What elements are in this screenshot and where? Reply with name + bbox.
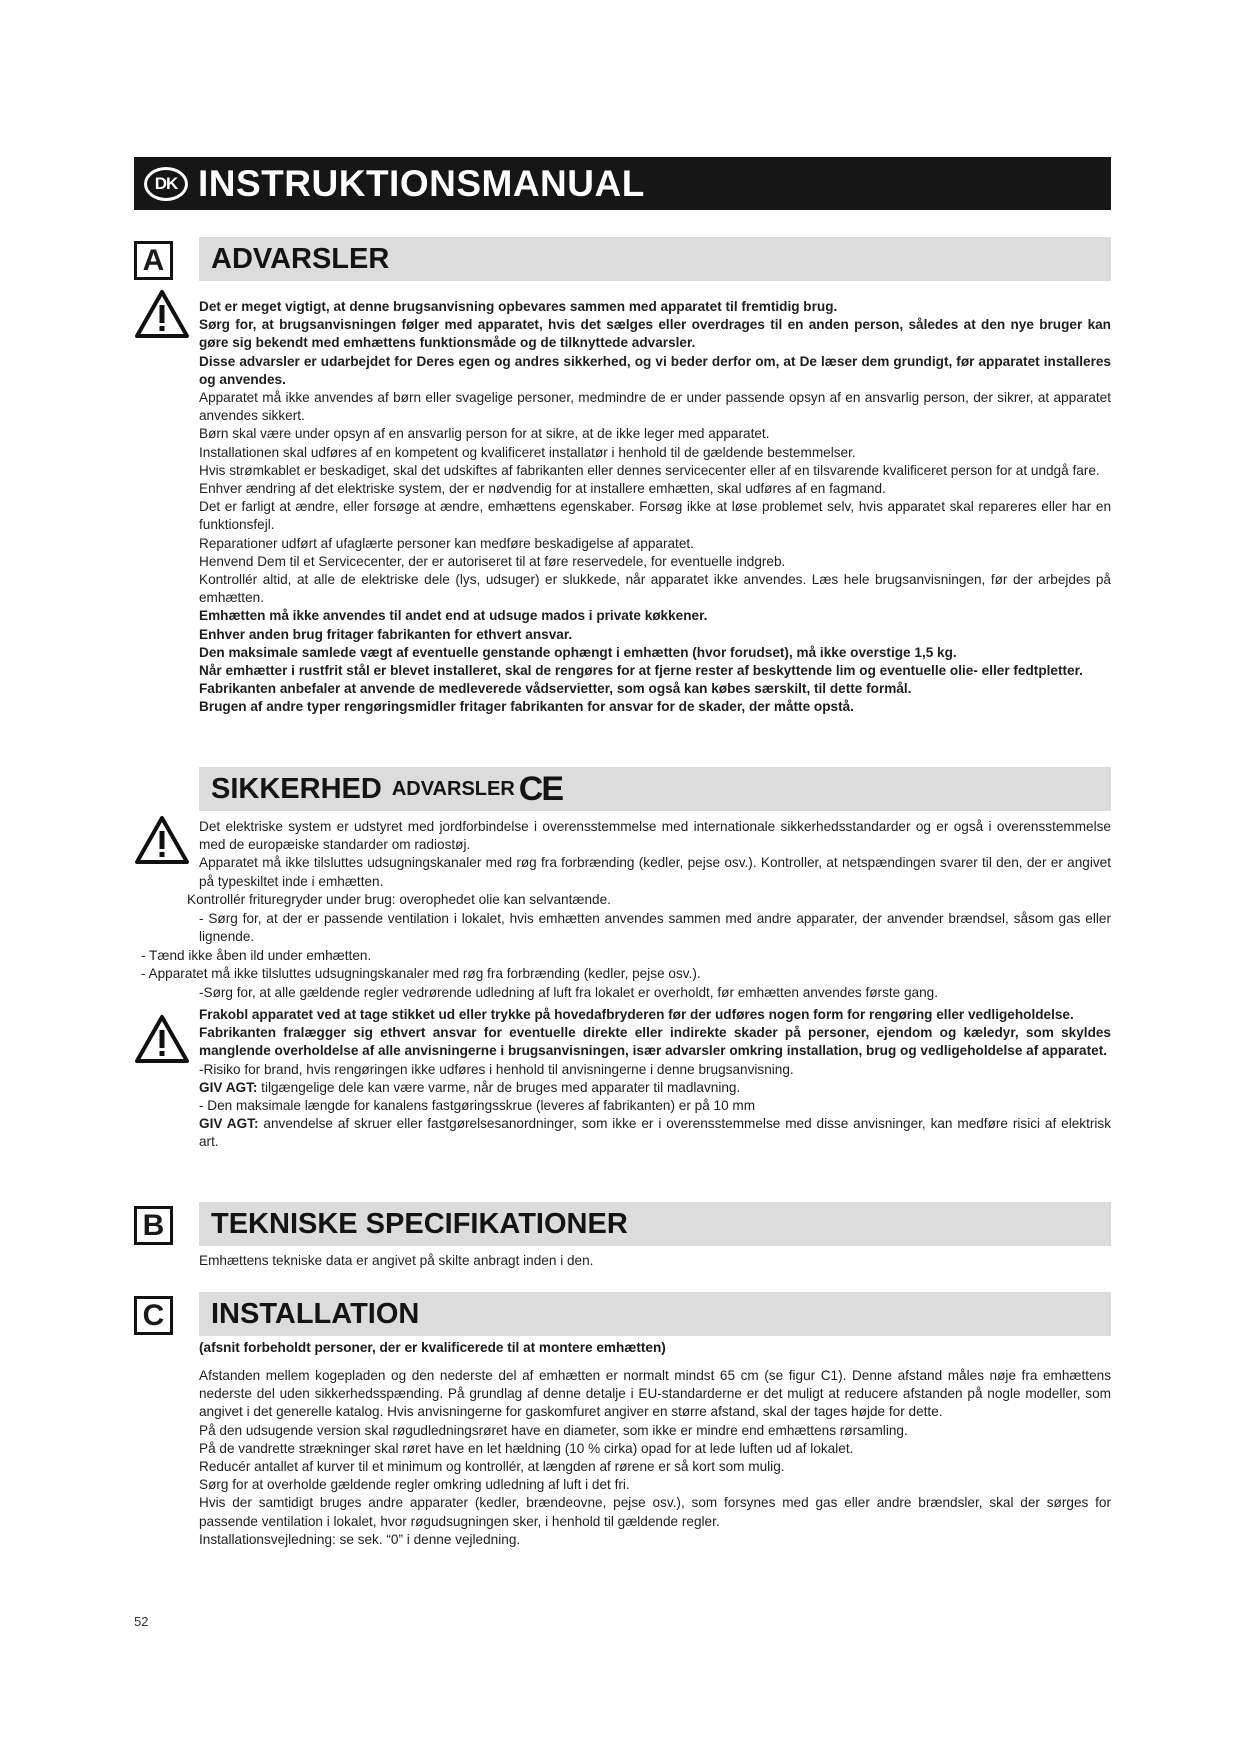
section-letter-b: B bbox=[134, 1206, 173, 1245]
fire-risk-line: -Risiko for brand, hvis rengøringen ikke udføres i henhold til anvisningerne i denne brugsanvisning. bbox=[199, 1061, 794, 1077]
installation-text bbox=[199, 1367, 1111, 1549]
section-title: INSTALLATION bbox=[211, 1297, 420, 1330]
installation-line: Reducér antallet af kurver til et minimum og kontrollér, at længden af rørene er så kort som mulig. bbox=[199, 1459, 785, 1475]
warning-item: Brugen af andre typer rengøringsmidler fritager fabrikanten for ansvar for de skader, der måtte opstå. bbox=[199, 699, 854, 715]
installation-line: På den udsugende version skal røgudledningsrøret have en diameter, som ikke er mindre end emhættens rørsamling. bbox=[199, 1422, 908, 1438]
warnings-list bbox=[199, 298, 1111, 717]
page-title: INSTRUKTIONSMANUAL bbox=[198, 162, 645, 204]
installation-subheading: (afsnit forbeholdt personer, der er kvalificerede til at montere emhætten) bbox=[199, 1340, 666, 1355]
liability-warning: Fabrikanten fralægger sig ethvert ansvar for eventuelle direkte eller indirekte skader på personer, ejendom og kæledyr, som skyldes manglende overholdelse af alle anvisningerne i brugsanvisningen, især advarsler omkring installation, brug og vedligeholdelse af apparatet. bbox=[199, 1025, 1111, 1059]
screw-length-line: - Den maksimale længde for kanalens fastgøringsskrue (leveres af fabrikanten) er på 10 mm bbox=[199, 1098, 756, 1114]
section-heading-specs bbox=[199, 1202, 1111, 1246]
warning-triangle-icon bbox=[134, 1013, 190, 1065]
ducts-line: - Apparatet må ikke tilsluttes udsugningskanaler med røg fra forbrænding (kedler, pejse osv.). bbox=[141, 966, 701, 981]
installation-line: På de vandrette strækninger skal røret have en let hældning (10 % cirka) opad for at lede luften ud af lokalet. bbox=[199, 1440, 854, 1456]
section-heading-warnings bbox=[199, 237, 1111, 281]
safety-subtitle: ADVARSLER bbox=[391, 777, 515, 800]
safety-line: Apparatet må ikke tilsluttes udsugningskanaler med røg fra forbrænding (kedler, pejse osv.). Kontroller, at netspændingen svarer til den, der er angivet på typeskiltet inde i emhætten. bbox=[199, 855, 1111, 889]
section-heading-installation bbox=[199, 1292, 1111, 1336]
installation-line: Hvis der samtidigt bruges andre apparater (kedler, brændeovne, pejse osv.), som forsynes med gas eller andre brændsler, skal der sørges for passende ventilation i lokalet, hvor røgudsugningen sker, i henhold til gældende regler. bbox=[199, 1495, 1111, 1529]
section-letter-c: C bbox=[134, 1296, 173, 1335]
safety-title: SIKKERHED bbox=[211, 772, 382, 805]
installation-line: Installationsvejledning: se sek. “0” i denne vejledning. bbox=[199, 1531, 521, 1547]
ce-mark-icon: CE bbox=[518, 769, 563, 808]
warning-item: Disse advarsler er udarbejdet for Deres egen og andres sikkerhed, og vi beder derfor om, at De læser dem grundigt, før apparatet installeres og anvendes. bbox=[199, 353, 1111, 387]
safety-text-2 bbox=[199, 1006, 1111, 1152]
safety-line: Det elektriske system er udstyret med jordforbindelse i overensstemmelse med internationale sikkerhedsstandarder og er også i overensstemmelse med de europæiske standarder om radiostøj. bbox=[199, 819, 1111, 853]
section-letter-a: A bbox=[134, 241, 173, 280]
warning-item: Apparatet må ikke anvendes af børn eller svagelige personer, medmindre de er under passende opsyn af en ansvarlig person, der sikrer, at apparatet anvendes sikkert. bbox=[199, 390, 1111, 424]
section-title: TEKNISKE SPECIFIKATIONER bbox=[211, 1207, 628, 1240]
giv-agt-1: GIV AGT: tilgængelige dele kan være varme, når de bruges med apparater til madlavning. bbox=[199, 1079, 741, 1095]
fryer-line: Kontrollér frituregryder under brug: overophedet olie kan selvantænde. bbox=[187, 892, 611, 907]
warning-item: Når emhætter i rustfrit stål er blevet installeret, skal de rengøres for at fjerne rester af beskyttende lim og eventuelle olie- eller fedtpletter. bbox=[199, 663, 1083, 679]
page-number: 52 bbox=[134, 1614, 149, 1629]
warning-item: Den maksimale samlede vægt af eventuelle genstande ophængt i emhætten (hvor forudset), må ikke overstige 1,5 kg. bbox=[199, 644, 957, 660]
warning-item: Emhætten må ikke anvendes til andet end at udsuge mados i private køkkener. bbox=[199, 608, 708, 624]
warning-item: Kontrollér altid, at alle de elektriske dele (lys, udsuger) er slukkede, når apparatet ikke anvendes. Læs hele brugsanvisningen, før der arbejdes på emhætten. bbox=[199, 572, 1111, 606]
disconnect-warning: Frakobl apparatet ved at tage stikket ud eller trykke på hovedafbryderen før der udføres nogen form for rengøring eller vedligeholdelse. bbox=[199, 1007, 1074, 1022]
warning-item: Reparationer udført af ufaglærte personer kan medføre beskadigelse af apparatet. bbox=[199, 535, 694, 551]
section-heading-safety bbox=[199, 767, 1111, 811]
warning-item: Børn skal være under opsyn af en ansvarlig person for at sikre, at de ikke leger med apparatet. bbox=[199, 426, 770, 442]
air-rules-line: -Sørg for, at alle gældende regler vedrørende udledning af luft fra lokalet er overholdt, før emhætten anvendes første gang. bbox=[199, 985, 938, 1000]
manual-title-banner bbox=[134, 157, 1111, 210]
open-fire-line: - Tænd ikke åben ild under emhætten. bbox=[141, 948, 372, 963]
warning-triangle-icon bbox=[134, 814, 190, 866]
warning-triangle-icon bbox=[134, 288, 190, 340]
safety-text-1 bbox=[199, 818, 1111, 891]
warning-item: Installationen skal udføres af en kompetent og kvalificeret installatør i henhold til de gældende bestemmelser. bbox=[199, 444, 856, 460]
ventilation-line: - Sørg for, at der er passende ventilation i lokalet, hvis emhætten anvendes sammen med andre apparater, der anvender brændsel, såsom gas eller lignende. bbox=[199, 911, 1111, 945]
warning-item: Henvend Dem til et Servicecenter, der er autoriseret til at føre reservedele, for eventuelle indgreb. bbox=[199, 553, 786, 569]
warning-item: Enhver anden brug fritager fabrikanten for ethvert ansvar. bbox=[199, 626, 573, 642]
warning-item: Sørg for, at brugsanvisningen følger med apparatet, hvis det sælges eller overdrages til en anden person, således at den nye bruger kan gøre sig bekendt med emhættens funktionsmåde og de tilknyttede advarsler. bbox=[199, 317, 1111, 351]
installation-paragraph: Afstanden mellem kogepladen og den nederste del af emhætten er normalt mindst 65 cm (se figur C1). Denne afstand måles nøje fra emhættens nederste del uden sikkerhedsspænding. På grundlag af denne detalje i EU-standarderne er det muligt at reducere afstanden på nogle modeller, som angivet i det generelle katalog. Hvis anvisningerne for gaskomfuret angiver en større afstand, skal der tages højde for dette. bbox=[199, 1368, 1111, 1420]
giv-agt-2: GIV AGT: anvendelse af skruer eller fastgørelsesanordninger, som ikke er i overensstemmelse med disse anvisninger, kan medføre risici af elektrisk art. bbox=[199, 1116, 1111, 1150]
specs-text: Emhættens tekniske data er angivet på skilte anbragt inden i den. bbox=[199, 1253, 594, 1268]
installation-line: Sørg for at overholde gældende regler omkring udledning af luft i det fri. bbox=[199, 1477, 630, 1493]
warning-item: Enhver ændring af det elektriske system, der er nødvendig for at installere emhætten, skal udføres af en fagmand. bbox=[199, 481, 886, 497]
section-title: ADVARSLER bbox=[211, 242, 390, 275]
warning-item: Det er meget vigtigt, at denne brugsanvisning opbevares sammen med apparatet til fremtidig brug. bbox=[199, 299, 838, 314]
country-badge-dk: DK bbox=[144, 167, 188, 201]
warning-item: Fabrikanten anbefaler at anvende de medleverede vådservietter, som også kan købes særskilt, til dette formål. bbox=[199, 681, 912, 697]
warning-item: Hvis strømkablet er beskadiget, skal det udskiftes af fabrikanten eller dennes servicecenter eller af en tilsvarende kvalificeret person for at undgå fare. bbox=[199, 462, 1100, 478]
warning-item: Det er farligt at ændre, eller forsøge at ændre, emhættens egenskaber. Forsøg ikke at løse problemet selv, hvis apparatet skal repareres eller har en funktionsfejl. bbox=[199, 499, 1111, 533]
